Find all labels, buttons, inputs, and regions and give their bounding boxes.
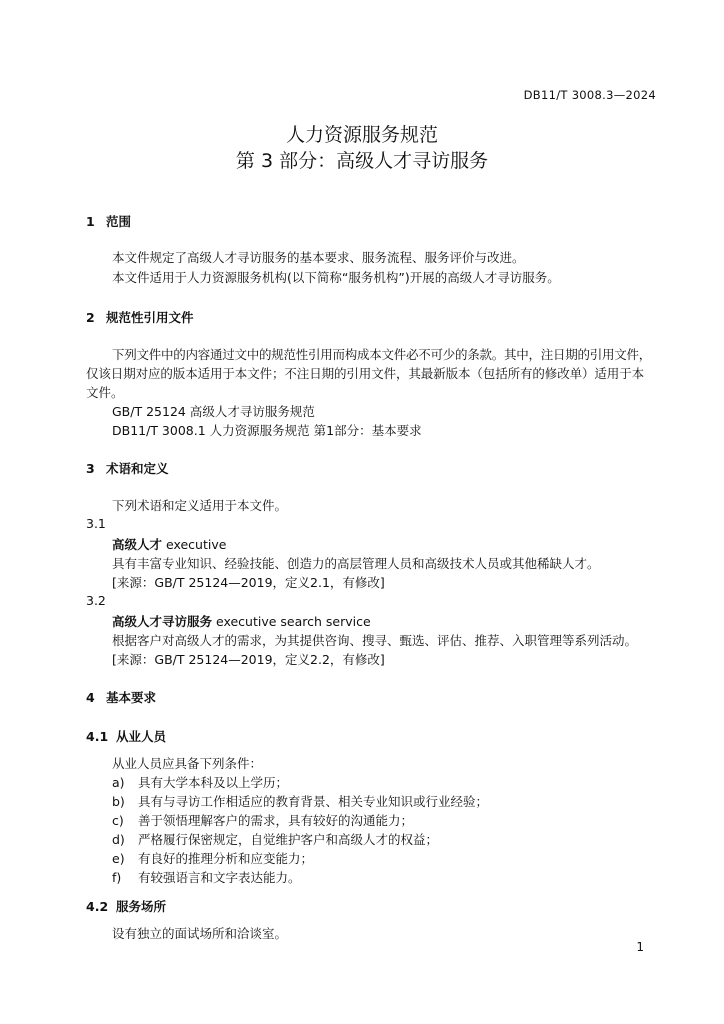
section-title: 基本要求 xyxy=(106,690,157,705)
list-item-text: 具有与寻访工作相适应的教育背景、相关专业知识或行业经验； xyxy=(138,794,489,809)
subsection-4-2-heading xyxy=(86,897,166,915)
document-title: 人力资源服务规范 xyxy=(285,124,438,146)
subsection-4-1-heading xyxy=(86,727,166,745)
list-item-label: a) xyxy=(112,775,125,790)
list-item-text: 有良好的推理分析和应变能力； xyxy=(138,851,314,866)
section-number: 4 xyxy=(86,690,95,705)
paragraph: 设有独立的面试场所和洽谈室。 xyxy=(112,926,288,941)
list-item-label: b) xyxy=(112,794,125,809)
normative-reference: DB11/T 3008.1 人力资源服务规范 第1部分：基本要求 xyxy=(112,423,422,438)
paragraph: 本文件规定了高级人才寻访服务的基本要求、服务流程、服务评价与改进。 xyxy=(112,250,525,265)
list-item xyxy=(112,868,301,886)
term-source: [来源：GB/T 25124—2019，定义2.1，有修改] xyxy=(112,575,385,590)
section-title: 规范性引用文件 xyxy=(106,310,194,325)
term-name: 高级人才 xyxy=(112,537,163,552)
document-subtitle: 第 3 部分：高级人才寻访服务 xyxy=(235,150,489,172)
page-number: 1 xyxy=(636,940,644,954)
paragraph: 本文件适用于人力资源服务机构(以下简称“服务机构”)开展的高级人才寻访服务。 xyxy=(112,270,560,285)
term-entry xyxy=(112,612,371,630)
term-number: 3.1 xyxy=(86,516,106,531)
list-item xyxy=(112,830,438,848)
subsection-title: 从业人员 xyxy=(116,729,167,744)
section-number: 1 xyxy=(86,214,95,229)
paragraph-line: 仅该日期对应的版本适用于本文件；不注日期的引用文件，其最新版本（包括所有的修改单）适用于本 xyxy=(86,366,645,381)
section-title: 术语和定义 xyxy=(106,461,169,476)
paragraph-line: 下列文件中的内容通过文中的规范性引用而构成本文件必不可少的条款。其中，注日期的引用文件， xyxy=(112,347,652,362)
section-3-heading xyxy=(86,459,169,477)
list-item-text: 严格履行保密规定，自觉维护客户和高级人才的权益； xyxy=(138,832,439,847)
list-item xyxy=(112,849,313,867)
paragraph-line: 文件。 xyxy=(86,385,124,400)
term-definition: 根据客户对高级人才的需求，为其提供咨询、搜寻、甄选、评估、推荐、入职管理等系列活动。 xyxy=(112,633,638,648)
normative-reference: GB/T 25124 高级人才寻访服务规范 xyxy=(112,404,315,419)
paragraph: 从业人员应具备下列条件： xyxy=(112,756,263,771)
term-source: [来源：GB/T 25124—2019，定义2.2，有修改] xyxy=(112,652,385,667)
list-item-text: 善于领悟理解客户的需求，具有较好的沟通能力； xyxy=(138,813,414,828)
section-title: 范围 xyxy=(106,214,132,229)
list-item-label: f) xyxy=(112,870,122,885)
list-item-text: 有较强语言和文字表达能力。 xyxy=(138,870,301,885)
subsection-number: 4.2 xyxy=(86,899,109,914)
term-entry xyxy=(112,535,226,553)
section-number: 3 xyxy=(86,461,95,476)
list-item xyxy=(112,773,288,791)
paragraph: 下列术语和定义适用于本文件。 xyxy=(112,498,288,513)
section-number: 2 xyxy=(86,310,95,325)
term-definition: 具有丰富专业知识、经验技能、创造力的高层管理人员和高级技术人员或其他稀缺人才。 xyxy=(112,556,600,571)
list-item-text: 具有大学本科及以上学历； xyxy=(138,775,289,790)
section-2-heading xyxy=(86,308,194,326)
term-name: 高级人才寻访服务 xyxy=(112,614,213,629)
section-4-heading xyxy=(86,688,156,706)
term-number: 3.2 xyxy=(86,593,106,608)
subsection-number: 4.1 xyxy=(86,729,109,744)
list-item-label: d) xyxy=(112,832,125,847)
term-name-en: executive xyxy=(166,537,227,552)
subsection-title: 服务场所 xyxy=(116,899,167,914)
list-item-label: c) xyxy=(112,813,124,828)
standard-number: DB11/T 3008.3—2024 xyxy=(523,88,656,102)
list-item xyxy=(112,811,413,829)
list-item-label: e) xyxy=(112,851,125,866)
list-item xyxy=(112,792,488,810)
term-name-en: executive search service xyxy=(216,614,371,629)
section-1-heading xyxy=(86,212,131,230)
